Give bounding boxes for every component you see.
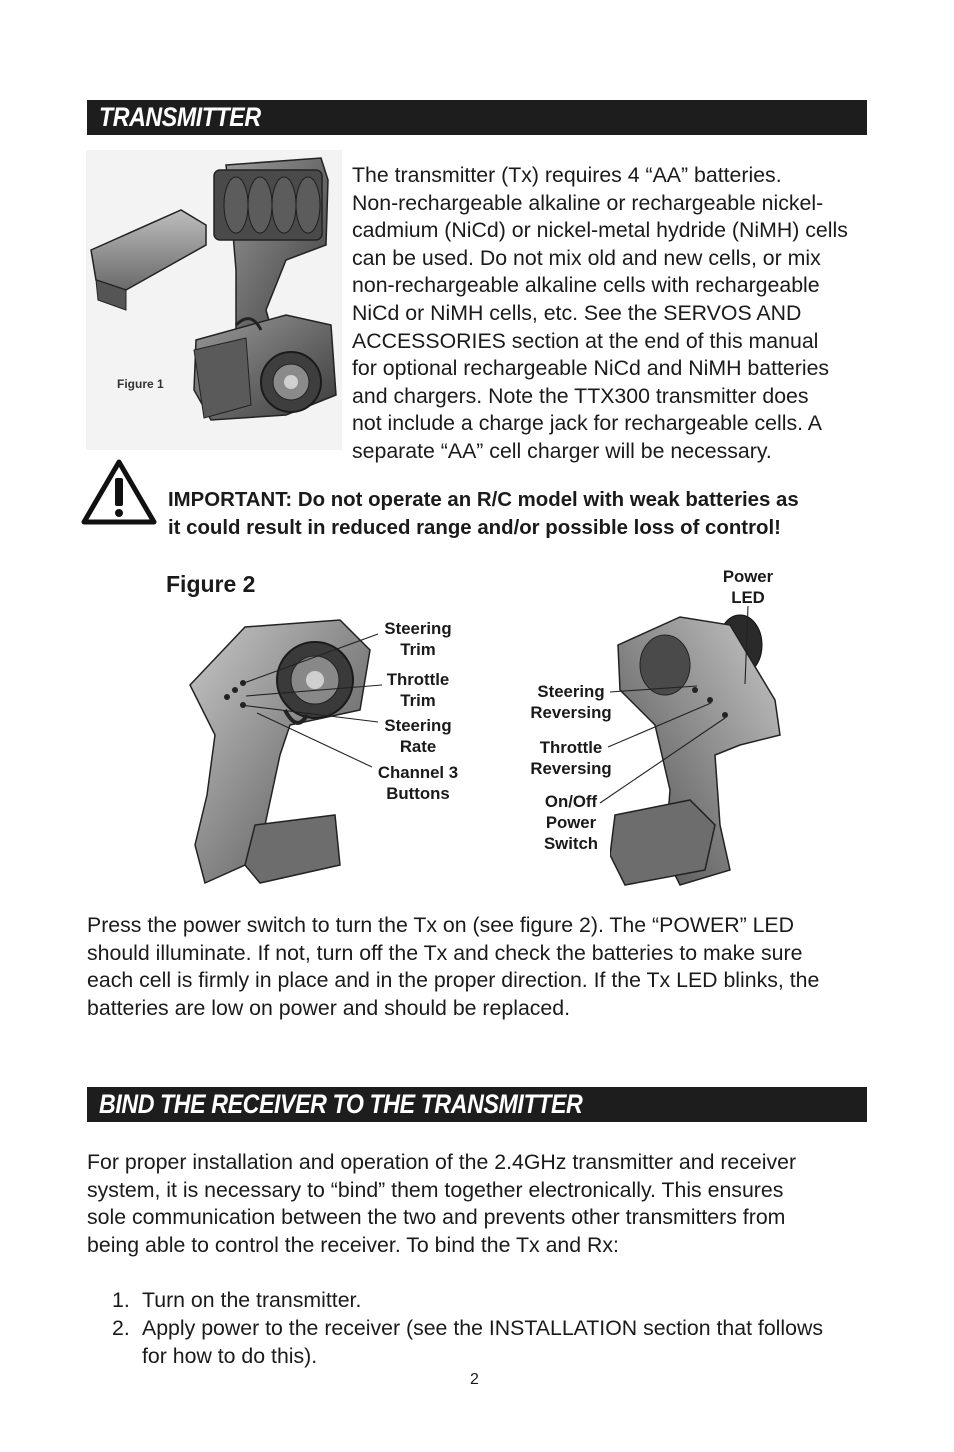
intro-line: not include a charge jack for rechargeable cells. A [352, 411, 822, 436]
callout-line: Trim [400, 640, 436, 659]
section-title-bind: BIND THE RECEIVER TO THE TRANSMITTER [99, 1089, 583, 1119]
callout-line: Steering [537, 682, 605, 701]
intro-line: Non-rechargeable alkaline or rechargeable nickel- [352, 190, 824, 215]
callout-line: Channel 3 [377, 763, 459, 782]
intro-line: The transmitter (Tx) requires 4 “AA” batteries. [352, 163, 782, 187]
callout-steering-reversing [526, 681, 616, 723]
bind-line: sole communication between the two and prevents other transmitters from [87, 1205, 786, 1230]
bind-line: system, it is necessary to “bind” them together electronically. This ensures [87, 1177, 784, 1202]
bind-line: For proper installation and operation of the 2.4GHz transmitter and receiver [87, 1150, 797, 1174]
callout-line: Throttle [539, 738, 603, 757]
callout-line: On/Off [544, 792, 598, 811]
page-number: 2 [470, 1371, 479, 1388]
bind-line: being able to control the receiver. To bind the Tx and Rx: [87, 1232, 619, 1257]
intro-line: can be used. Do not mix old and new cells, or mix [352, 245, 821, 270]
step-text [142, 1315, 868, 1370]
callout-line: Power [545, 813, 597, 832]
section-title-transmitter: TRANSMITTER [99, 102, 261, 132]
callout-line: Power [722, 567, 774, 586]
power-line: Press the power switch to turn the Tx on (see figure 2). The “POWER” LED [87, 913, 795, 937]
step-text: Turn on the transmitter. [142, 1288, 362, 1312]
callout-line: Switch [543, 834, 599, 853]
step-number: 1. [112, 1288, 130, 1312]
callout-onoff-power-switch [533, 791, 609, 854]
figure1-label: Figure 1 [117, 377, 164, 391]
power-switch-paragraph [87, 912, 867, 1022]
callout-line: Steering [384, 716, 452, 735]
callout-line: Reversing [530, 703, 612, 722]
callout-line: LED [731, 588, 765, 607]
intro-line: non-rechargeable alkaline cells with rechargeable [352, 273, 820, 298]
power-line: each cell is firmly in place and in the proper direction. If the Tx LED blinks, the [87, 968, 820, 993]
bind-intro-paragraph [87, 1149, 867, 1259]
power-line: batteries are low on power and should be replaced. [87, 995, 571, 1020]
callout-power-led [713, 566, 783, 608]
callout-line: Buttons [386, 784, 450, 803]
callout-line: Reversing [530, 759, 612, 778]
callout-throttle-trim [378, 669, 458, 711]
callout-line: Trim [400, 691, 436, 710]
callout-line: Throttle [386, 670, 450, 689]
intro-line: NiCd or NiMH cells, etc. See the SERVOS AND [352, 300, 802, 325]
callout-steering-trim [378, 618, 458, 660]
warning-line: IMPORTANT: Do not operate an R/C model with weak batteries as [168, 489, 799, 511]
callout-channel3-buttons [372, 762, 464, 804]
callout-line: Steering [384, 619, 452, 638]
intro-line: and chargers. Note the TTX300 transmitter does [352, 383, 809, 408]
warning-line: it could result in reduced range and/or possible loss of control! [168, 517, 781, 539]
power-line: should illuminate. If not, turn off the Tx and check the batteries to make sure [87, 940, 803, 965]
callout-throttle-reversing [526, 737, 616, 779]
step-number: 2. [112, 1316, 130, 1340]
callout-steering-rate [378, 715, 458, 757]
step-text-line: for how to do this). [142, 1343, 318, 1368]
callout-line: Rate [399, 737, 437, 756]
figure2-label: Figure 2 [166, 571, 256, 597]
step-text-line: Apply power to the receiver (see the INSTALLATION section that follows [142, 1316, 824, 1340]
intro-line: ACCESSORIES section at the end of this manual [352, 328, 819, 353]
section-bar-bind [87, 1087, 867, 1122]
intro-line: for optional rechargeable NiCd and NiMH batteries [352, 356, 830, 381]
intro-line: cadmium (NiCd) or nickel-metal hydride (NiMH) cells [352, 218, 848, 243]
intro-line: separate “AA” cell charger will be necessary. [352, 438, 772, 463]
